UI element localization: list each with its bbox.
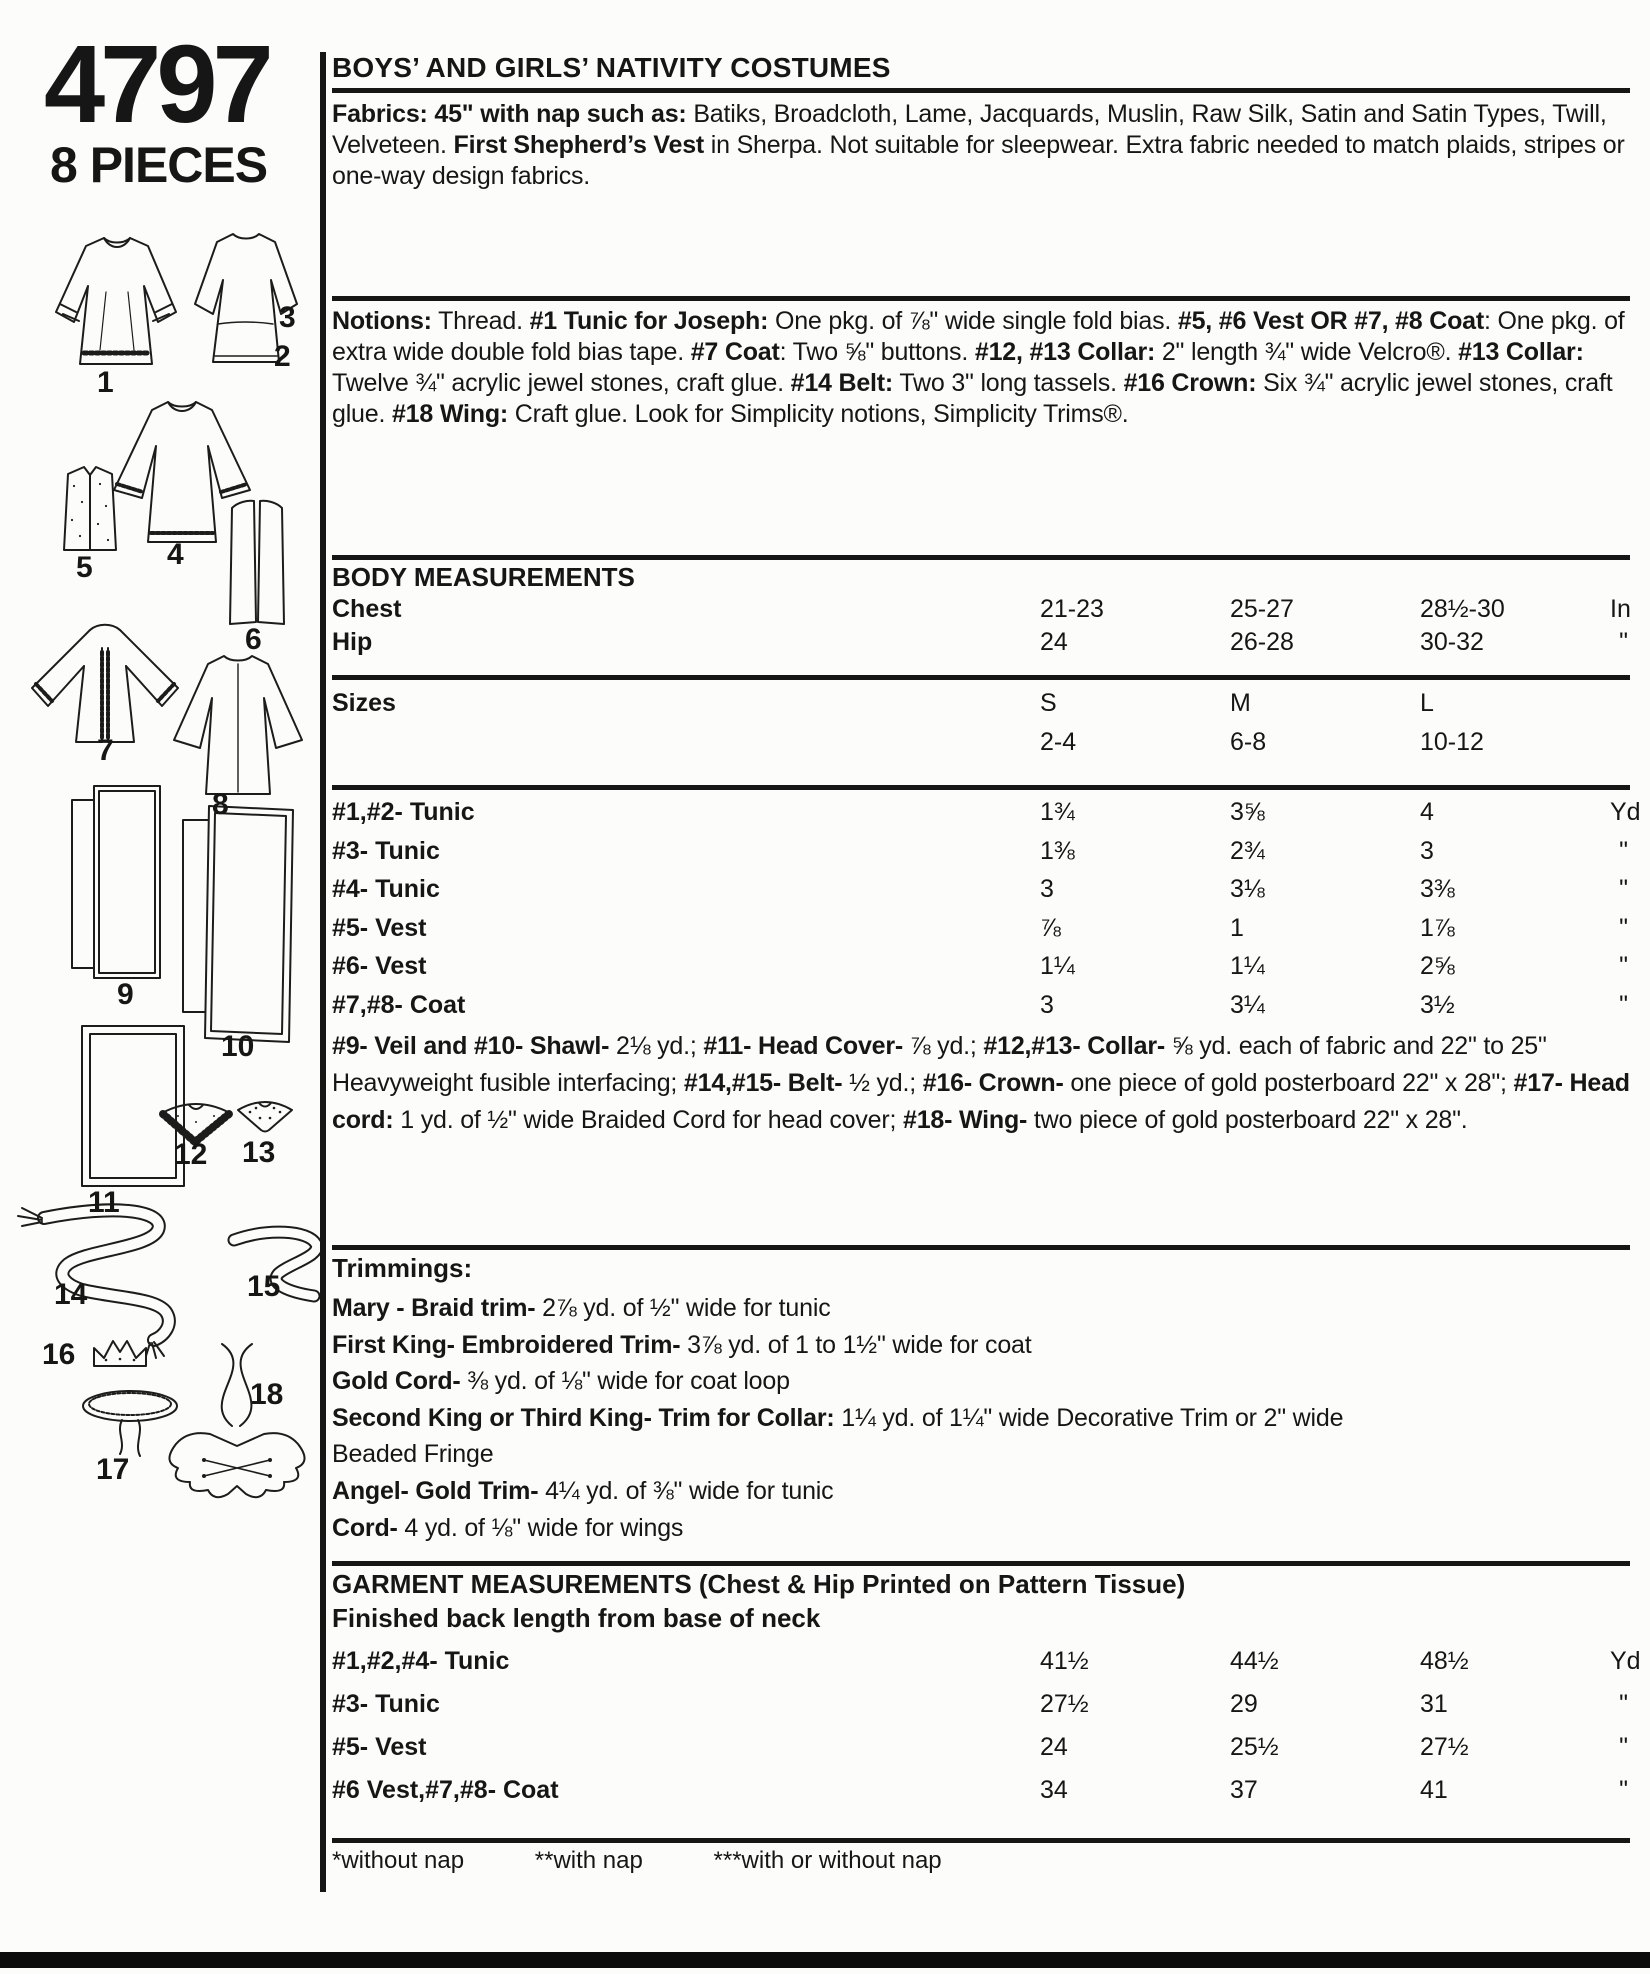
row-label: #3- Tunic — [332, 836, 440, 865]
tunic-front-drawing — [56, 238, 176, 364]
text-segment: ⅞ yd.; — [909, 1032, 984, 1060]
text-segment: Fabrics: 45" with nap such as: — [332, 100, 694, 128]
trimmings-line — [332, 1436, 1630, 1473]
text-segment: One pkg. of ⅞" wide single fold bias. — [768, 307, 1178, 335]
text-segment: First Shepherd’s Vest — [453, 131, 705, 159]
text-segment: ⅝ yd. each of fabric and 22" to 25" Heavyweight fusible interfacing; — [332, 1032, 1547, 1097]
row-label: #4- Tunic — [332, 875, 440, 903]
text-segment: #5, #6 Vest OR #7, #8 Coat — [1177, 307, 1484, 335]
text-segment: 2⅛ yd.; — [616, 1032, 704, 1060]
figure-label: 7 — [97, 734, 114, 767]
figure-label: 16 — [42, 1338, 76, 1371]
footnote — [332, 1847, 1630, 1875]
divider — [332, 555, 1630, 560]
flare-tunic-drawing — [114, 402, 250, 542]
row-value-l: 28½-30 — [1420, 595, 1505, 623]
divider — [332, 1561, 1630, 1566]
row-value-m: 26-28 — [1230, 628, 1294, 656]
page-title: BOYS’ AND GIRLS’ NATIVITY COSTUMES — [332, 52, 891, 83]
row-value-s: 3 — [1040, 990, 1054, 1019]
row-value-s: 1¼ — [1040, 952, 1075, 980]
text-segment: two piece of gold posterboard 22" x 28". — [1033, 1106, 1468, 1134]
veil-drawing — [72, 786, 160, 978]
row-value-l: 4 — [1420, 798, 1434, 826]
bottom-rule — [0, 1952, 1650, 1968]
notions-paragraph — [332, 306, 1630, 430]
trimmings-heading: Trimmings: — [332, 1253, 473, 1283]
row-label: #1,#2- Tunic — [332, 798, 475, 826]
figure-label: 4 — [167, 538, 184, 571]
text-segment: Thread. — [431, 307, 530, 335]
figure-label: 2 — [274, 340, 291, 373]
row-label: #5- Vest — [332, 1733, 427, 1761]
trimmings-list — [332, 1290, 1630, 1546]
pattern-number: 4797 — [44, 23, 269, 146]
text-segment: #14,#15- Belt- — [683, 1069, 850, 1097]
text-segment: in Sherpa. Not suitable for sleepwear. Extra fabric needed to match plaids, stripes or one-way design fabrics. — [332, 131, 1625, 190]
text-segment: #17- Head cord: — [332, 1069, 1630, 1134]
jeweled-collar-drawing — [238, 1102, 292, 1132]
row-value-m: 25-27 — [1230, 595, 1294, 623]
text-segment: #11- Head Cover- — [703, 1032, 910, 1060]
divider — [332, 1838, 1630, 1843]
text-segment: #9- Veil and #10- Shawl- — [332, 1032, 617, 1060]
row-value-l: 31 — [1420, 1690, 1448, 1718]
footnote-item: *without nap — [332, 1847, 465, 1874]
row-value-l: 30-32 — [1420, 628, 1484, 656]
row-unit: " — [1619, 628, 1628, 656]
text-segment: 2" length ¾" wide Velcro®. — [1155, 338, 1459, 366]
shawl-drawing — [183, 806, 293, 1042]
figure-label: 18 — [250, 1378, 284, 1411]
text-segment: Six ¾" acrylic jewel stones, craft glue. — [332, 369, 1613, 428]
row-label — [332, 726, 1040, 759]
size-letter: M — [1230, 689, 1251, 717]
row-value-m: 25½ — [1230, 1733, 1279, 1761]
text-segment: #7 Coat — [690, 338, 780, 366]
row-label: #6- Vest — [332, 952, 427, 980]
row-value-s: 1⅜ — [1040, 836, 1075, 865]
row-value-m: 44½ — [1230, 1647, 1279, 1675]
row-value-s: 34 — [1040, 1776, 1068, 1804]
row-unit: " — [1619, 1776, 1628, 1804]
row-unit: " — [1619, 836, 1628, 865]
size-range: 2-4 — [1040, 728, 1077, 756]
table-row — [332, 870, 1630, 909]
wings-drawing — [169, 1344, 304, 1497]
table-row — [332, 687, 1630, 720]
row-unit: " — [1619, 875, 1628, 903]
text-segment: Second King or Third King- Trim for Collar: — [332, 1403, 842, 1432]
text-segment: Gold Cord- — [332, 1367, 468, 1396]
row-unit — [1610, 687, 1630, 720]
row-value-m: 3⅝ — [1230, 798, 1265, 826]
text-segment: 1¼ yd. of 1¼" wide Decorative Trim or 2" wide — [841, 1403, 1344, 1432]
table-row — [332, 1683, 1630, 1726]
row-value-m: 29 — [1230, 1690, 1258, 1718]
row-label: #1,#2,#4- Tunic — [332, 1647, 510, 1675]
text-segment: 4 yd. of ⅛" wide for wings — [404, 1513, 684, 1542]
table-row — [332, 832, 1630, 871]
table-row — [332, 986, 1630, 1025]
figure-label: 5 — [76, 551, 93, 584]
figure-label: 14 — [54, 1278, 88, 1311]
row-value-l: 27½ — [1420, 1733, 1469, 1761]
row-label: #3- Tunic — [332, 1690, 440, 1718]
row-unit: " — [1619, 1733, 1628, 1761]
table-row — [332, 593, 1630, 626]
table-row — [332, 1640, 1641, 1683]
text-segment: Craft glue. Look for Simplicity notions, Simplicity Trims®. — [508, 400, 1129, 428]
row-value-l: 3½ — [1420, 990, 1455, 1019]
tasseled-belt-drawing — [18, 1208, 169, 1358]
text-segment: Cord- — [332, 1513, 405, 1542]
divider — [332, 296, 1630, 301]
fringed-collar-drawing — [163, 1104, 229, 1142]
row-unit: " — [1619, 990, 1628, 1019]
row-value-s: 3 — [1040, 875, 1054, 903]
figure-label: 13 — [242, 1136, 276, 1169]
text-segment: #1 Tunic for Joseph: — [529, 307, 769, 335]
garment-measurements-subheading: Finished back length from base of neck — [332, 1603, 821, 1633]
head-cord-drawing — [83, 1391, 177, 1456]
row-label: #6 Vest,#7,#8- Coat — [332, 1776, 559, 1804]
yardage-table — [332, 793, 1641, 1024]
text-segment: Two 3" long tassels. — [893, 369, 1124, 397]
row-unit: " — [1619, 913, 1628, 942]
row-label: #5- Vest — [332, 913, 427, 942]
figure-label: 15 — [247, 1270, 281, 1303]
table-row — [332, 1769, 1630, 1812]
row-value-l: 41 — [1420, 1776, 1448, 1804]
text-segment: 1 yd. of ½" wide Braided Cord for head cover; — [400, 1106, 903, 1134]
row-label: #7,#8- Coat — [332, 990, 466, 1019]
table-row — [332, 626, 1630, 659]
row-value-s: 41½ — [1040, 1647, 1089, 1675]
text-segment: #12,#13- Collar- — [983, 1032, 1172, 1060]
text-segment: Mary - Braid trim- — [332, 1294, 543, 1322]
trimmings-line — [332, 1290, 1630, 1327]
figure-label: 17 — [96, 1453, 130, 1486]
row-label: Chest — [332, 595, 402, 623]
trimmings-line — [332, 1400, 1630, 1437]
row-unit: Yd — [1610, 798, 1641, 826]
pieces-count: 8 PIECES — [50, 137, 268, 193]
text-segment: Angel- Gold Trim- — [332, 1476, 546, 1505]
table-row — [332, 793, 1641, 832]
text-segment: #18- Wing- — [902, 1106, 1034, 1134]
row-label: Sizes — [332, 689, 396, 717]
crown-drawing — [94, 1341, 146, 1366]
text-segment: #18 Wing: — [391, 400, 509, 428]
garment-measurements-heading: GARMENT MEASUREMENTS (Chest & Hip Printed on Pattern Tissue) — [332, 1569, 1186, 1599]
row-unit: In — [1610, 595, 1631, 623]
figure-label: 6 — [245, 623, 262, 656]
garment-measurements-table — [332, 1640, 1641, 1812]
text-segment: ½ yd.; — [849, 1069, 923, 1097]
figure-label: 1 — [97, 366, 114, 399]
divider — [332, 88, 1630, 93]
row-value-l: 3⅜ — [1420, 875, 1455, 903]
divider — [332, 1245, 1630, 1250]
row-value-m: 1 — [1230, 913, 1244, 942]
coat-back-drawing — [174, 656, 302, 794]
table-row — [332, 909, 1630, 948]
size-letter: L — [1420, 689, 1434, 717]
text-segment: Notions: — [332, 307, 432, 335]
text-segment: First King- Embroidered Trim- — [332, 1330, 688, 1359]
figure-label: 10 — [221, 1030, 255, 1063]
trimmings-line — [332, 1473, 1630, 1510]
coat-front-drawing — [32, 625, 178, 742]
row-label: Hip — [332, 628, 373, 656]
text-segment: Twelve ¾" acrylic jewel stones, craft glue. — [332, 369, 791, 397]
yardage-note — [332, 1028, 1630, 1139]
row-value-l: 1⅞ — [1420, 913, 1455, 942]
row-unit — [1610, 726, 1630, 759]
row-value-l: 3 — [1420, 836, 1434, 865]
text-segment: : One pkg. of extra wide double fold bias tape. — [332, 307, 1625, 366]
text-segment: Batiks, Broadcloth, Lame, Jacquards, Muslin, Raw Silk, Satin and Satin Types, Twill, Velveteen. — [332, 100, 1607, 159]
row-value-l: 2⅝ — [1420, 952, 1455, 980]
figure-label: 11 — [88, 1186, 120, 1219]
trimmings-line — [332, 1510, 1630, 1547]
text-segment: Beaded Fringe — [332, 1440, 494, 1469]
figure-label: 3 — [279, 301, 296, 334]
row-value-l: 48½ — [1420, 1647, 1469, 1675]
figure-label: 8 — [212, 788, 229, 821]
text-segment: #12, #13 Collar: — [974, 338, 1156, 366]
footnote-item: ***with or without nap — [713, 1847, 942, 1874]
text-segment: 3⅞ yd. of 1 to 1½" wide for coat — [687, 1330, 1032, 1359]
table-row — [332, 947, 1630, 986]
long-vest-drawing — [230, 501, 284, 624]
fur-vest-drawing — [64, 467, 116, 550]
row-value-m: 2¾ — [1230, 836, 1265, 865]
trimmings-line — [332, 1363, 1630, 1400]
text-segment: : Two ⅝" buttons. — [779, 338, 975, 366]
figure-label: 12 — [174, 1138, 208, 1171]
size-range: 10-12 — [1420, 728, 1484, 756]
row-value-m: 3¼ — [1230, 990, 1265, 1019]
divider — [332, 785, 1630, 790]
body-measurements-heading: BODY MEASUREMENTS — [332, 562, 635, 592]
row-unit: Yd — [1610, 1647, 1641, 1675]
text-segment: one piece of gold posterboard 22" x 28"; — [1070, 1069, 1514, 1097]
trimmings-line — [332, 1327, 1630, 1364]
head-cover-drawing — [82, 1026, 184, 1186]
row-value-s: 24 — [1040, 1733, 1068, 1761]
text-segment: #13 Collar: — [1458, 338, 1584, 366]
column-divider — [320, 52, 326, 1892]
figure-label: 9 — [117, 978, 134, 1011]
row-value-s: 21-23 — [1040, 595, 1104, 623]
text-segment: #14 Belt: — [790, 369, 894, 397]
divider — [332, 675, 1630, 680]
table-row — [332, 1726, 1630, 1769]
row-value-s: 1¾ — [1040, 798, 1075, 826]
row-value-s: 27½ — [1040, 1690, 1089, 1718]
table-row — [332, 726, 1630, 759]
row-unit: " — [1619, 1690, 1628, 1718]
size-letter: S — [1040, 689, 1057, 717]
size-range: 6-8 — [1230, 728, 1267, 756]
row-value-s: ⅞ — [1040, 913, 1061, 942]
text-segment: #16- Crown- — [922, 1069, 1071, 1097]
text-segment: 2⅞ yd. of ½" wide for tunic — [542, 1294, 831, 1322]
row-unit: " — [1619, 952, 1628, 980]
row-value-s: 24 — [1040, 628, 1068, 656]
text-segment: 4¼ yd. of ⅜" wide for tunic — [545, 1476, 834, 1505]
fabrics-paragraph — [332, 99, 1630, 192]
row-value-m: 3⅛ — [1230, 875, 1265, 903]
footnote-item: **with nap — [534, 1847, 643, 1874]
text-segment: ⅜ yd. of ⅛" wide for coat loop — [467, 1367, 790, 1396]
row-value-m: 1¼ — [1230, 952, 1265, 980]
row-value-m: 37 — [1230, 1776, 1258, 1804]
garment-illustrations — [0, 0, 330, 1974]
text-segment: #16 Crown: — [1123, 369, 1257, 397]
